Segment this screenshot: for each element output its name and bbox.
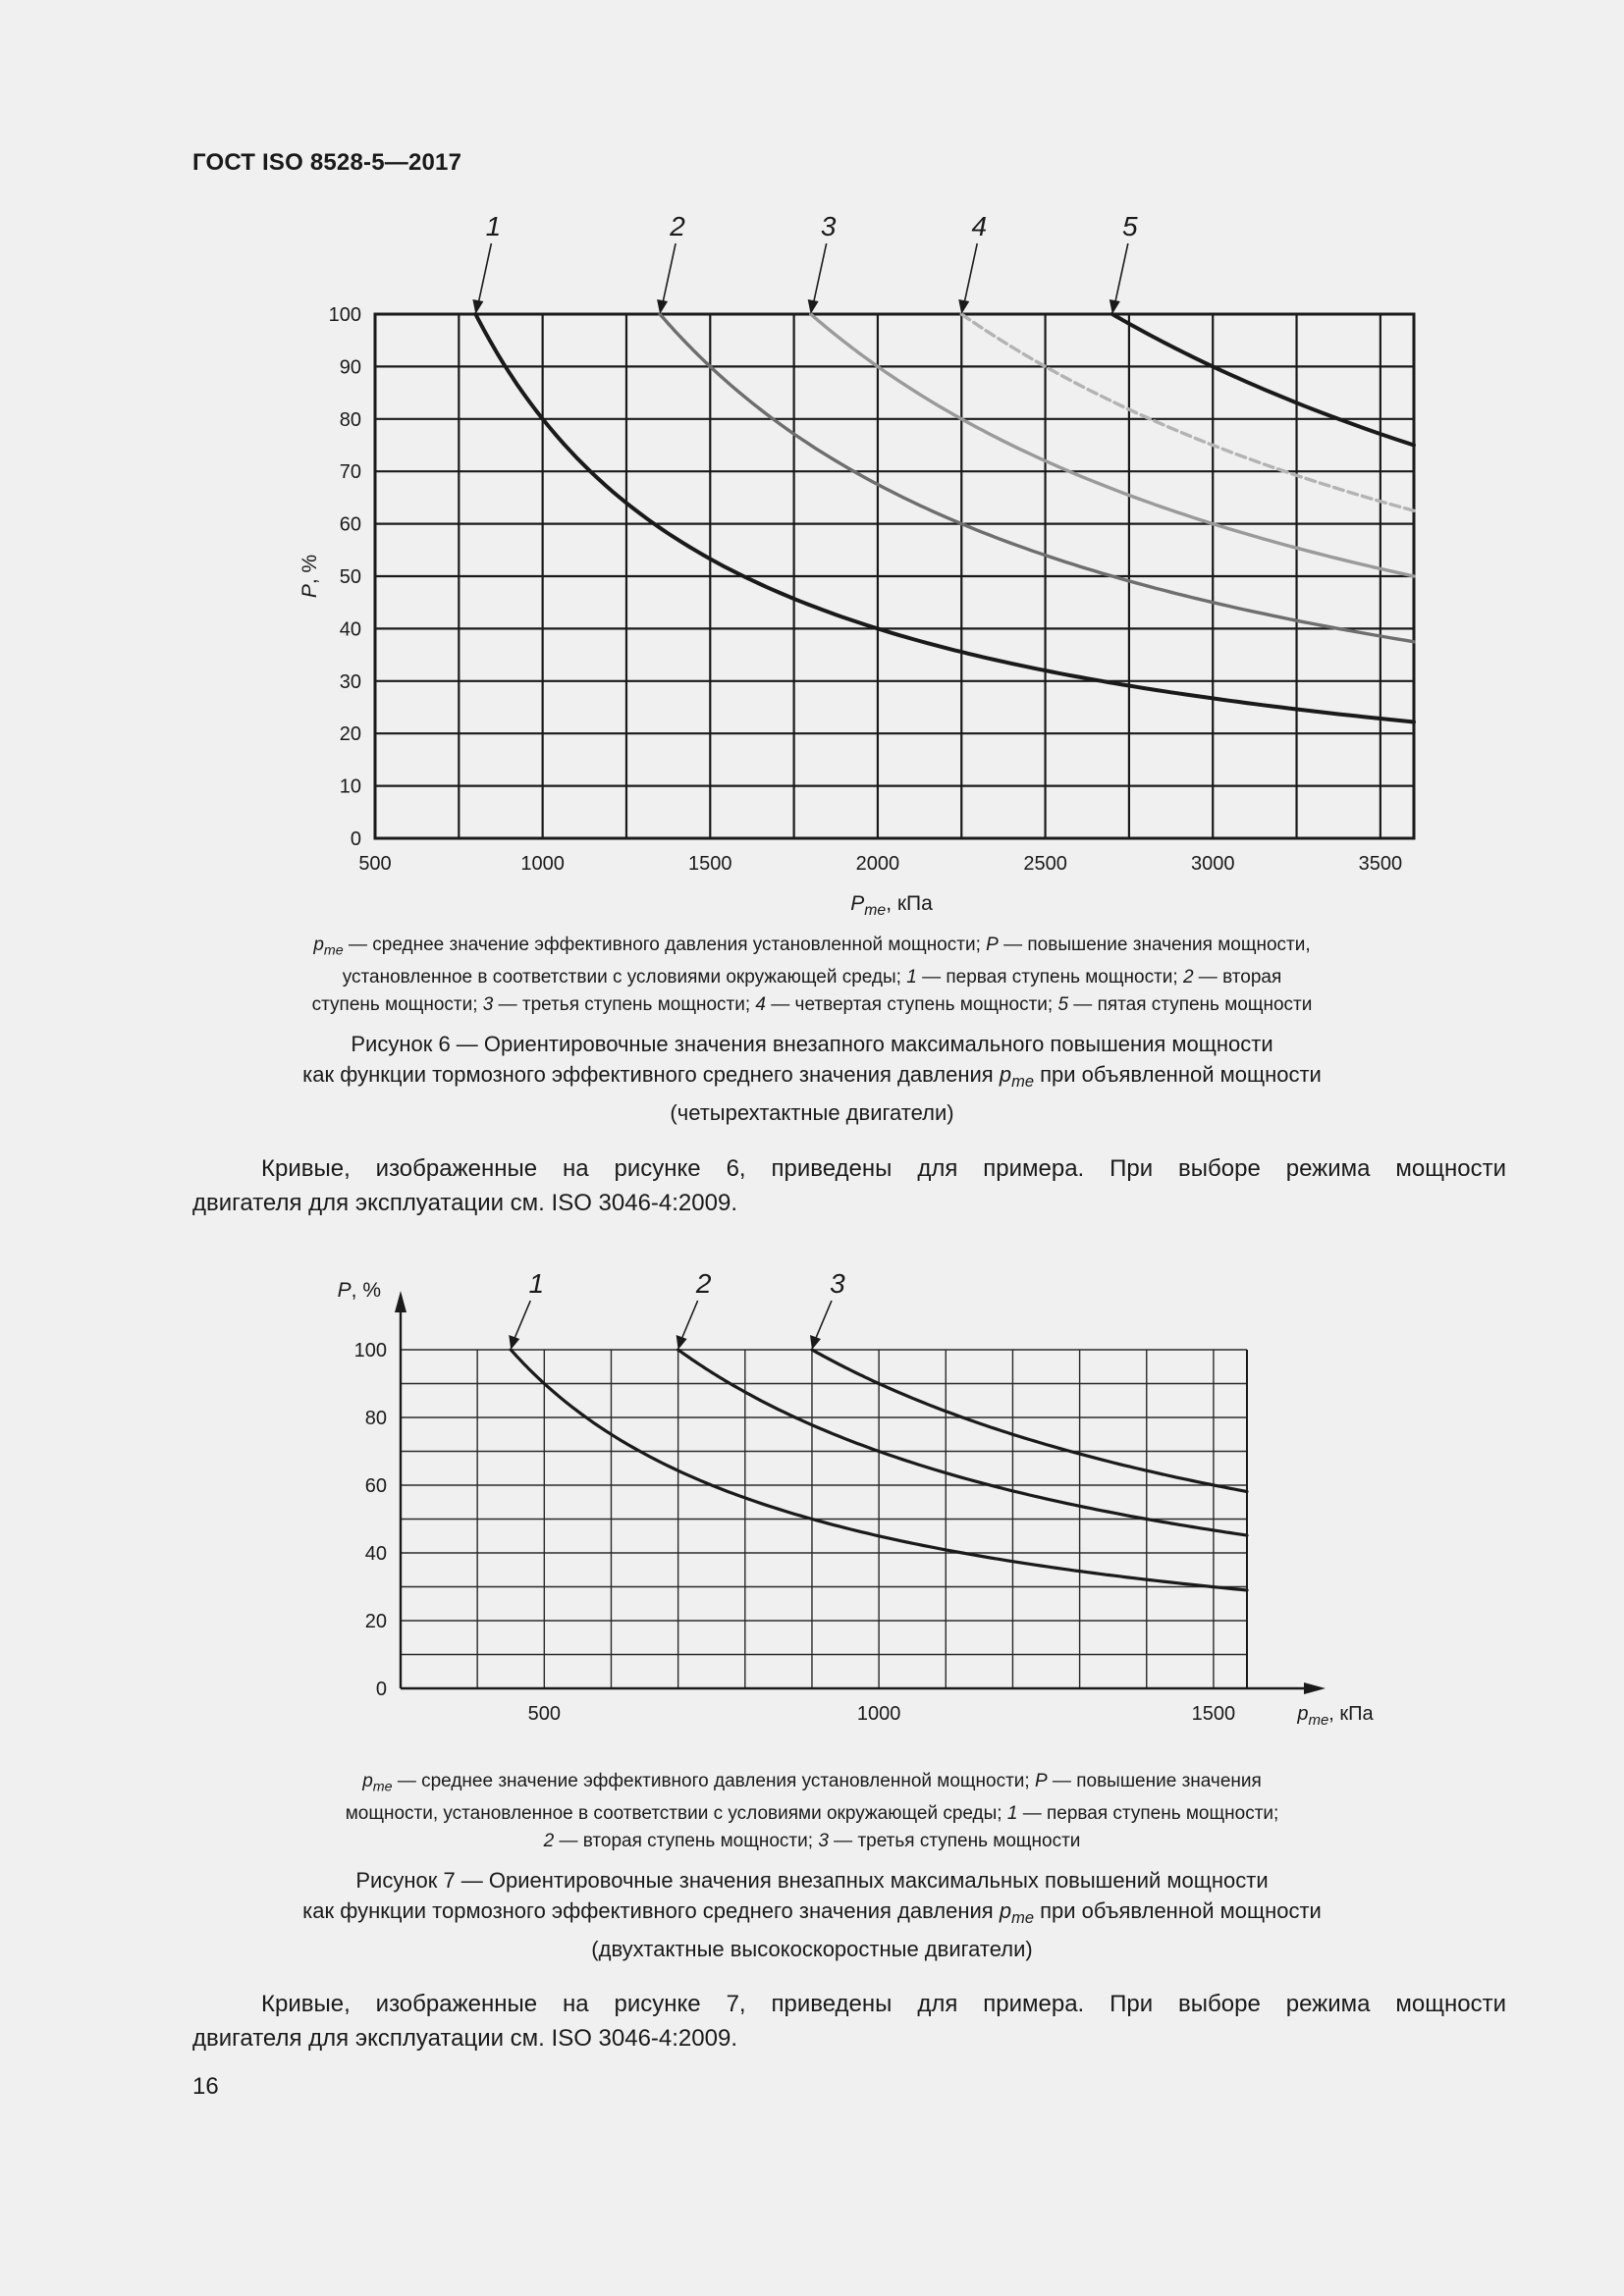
figure-7-caption <box>192 1865 1432 1964</box>
series-3-label: 3 <box>820 211 837 241</box>
series-1-pointer <box>514 1301 530 1338</box>
legend-line: $p_{me}$ — среднее значение эффективного давления установленной мощности; P — повышение значения мощности, <box>313 934 1311 959</box>
series-4-label: 4 <box>971 211 988 241</box>
x-tick-label: 1500 <box>688 853 732 875</box>
legend-line: установленное в соответствии с условиями окружающей среды; 1 — первая ступень мощности; 2 — вторая <box>342 967 1282 988</box>
legend-line: 2 — вторая ступень мощности; 3 — третья ступень мощности <box>543 1831 1081 1852</box>
y-axis-label: P, % <box>298 554 321 599</box>
y-tick-label: 40 <box>339 618 361 641</box>
caption-line: как функции тормозного эффективного среднего значения давления $p_{me}$ при объявленной мощности <box>302 1898 1322 1927</box>
y-tick-label: 20 <box>364 1611 387 1632</box>
figure-7-legend <box>192 1768 1432 1855</box>
y-tick-label: 60 <box>339 513 361 536</box>
y-axis-label: P, % <box>337 1279 381 1302</box>
series-1-label: 1 <box>528 1268 545 1299</box>
caption-line: (двухтактные высокоскоростные двигатели) <box>591 1936 1033 1961</box>
y-tick-label: 100 <box>328 304 361 326</box>
series-3-label: 3 <box>830 1268 845 1299</box>
series-2-pointer <box>682 1301 698 1338</box>
caption-line: Рисунок 6 — Ориентировочные значения внезапного максимального повышения мощности <box>351 1032 1273 1056</box>
series-3-line <box>812 1350 1247 1492</box>
y-tick-label: 20 <box>339 723 361 746</box>
y-tick-label: 40 <box>364 1543 387 1565</box>
series-1-label: 1 <box>485 211 502 241</box>
series-2-arrowhead <box>677 1335 687 1350</box>
series-1-arrowhead <box>509 1335 519 1350</box>
y-tick-label: 0 <box>350 828 361 850</box>
series-2-label: 2 <box>670 211 685 241</box>
paragraph-2 <box>192 1987 1506 2056</box>
x-axis-arrow <box>1304 1682 1326 1694</box>
series-5-label: 5 <box>1122 211 1138 241</box>
x-axis-label: $P_{me}$, кПа <box>850 892 933 919</box>
y-tick-label: 50 <box>339 566 361 588</box>
caption-line: как функции тормозного эффективного среднего значения давления $p_{me}$ при объявленной мощности <box>302 1062 1322 1091</box>
paragraph-2-line-1: Кривые, изображенные на рисунке 7, приведены для примера. При выборе режима мощности <box>261 1991 1506 2017</box>
y-tick-label: 30 <box>339 670 361 693</box>
page-number: 16 <box>192 2073 219 2100</box>
legend-line: мощности, установленное в соответствии с условиями окружающей среды; 1 — первая ступень мощности; <box>345 1803 1279 1825</box>
series-2-line <box>678 1350 1247 1535</box>
y-tick-label: 60 <box>364 1475 387 1497</box>
x-tick-label: 500 <box>358 853 392 875</box>
caption-line: Рисунок 7 — Ориентировочные значения внезапных максимальных повышений мощности <box>355 1868 1269 1893</box>
series-3-pointer <box>816 1301 832 1338</box>
y-tick-label: 80 <box>339 408 361 431</box>
paragraph-2-line-2: двигателя для эксплуатации см. ISO 3046-4:2009. <box>192 2025 737 2052</box>
x-tick-label: 3000 <box>1190 853 1235 875</box>
x-tick-label: 2500 <box>1023 853 1067 875</box>
y-tick-label: 10 <box>339 775 361 798</box>
x-axis-label: $p_{me}$, кПа <box>1297 1703 1374 1729</box>
series-2-label: 2 <box>695 1268 712 1299</box>
y-tick-label: 100 <box>353 1340 387 1362</box>
series-3-arrowhead <box>810 1335 821 1350</box>
x-tick-label: 1000 <box>520 853 565 875</box>
document-header: ГОСТ ISO 8528-5—2017 <box>192 149 462 176</box>
paragraph-1-line-2: двигателя для эксплуатации см. ISO 3046-4:2009. <box>192 1190 737 1216</box>
y-axis-arrow <box>395 1291 406 1312</box>
y-tick-label: 90 <box>339 356 361 379</box>
paragraph-1-line-1: Кривые, изображенные на рисунке 6, приведены для примера. При выборе режима мощности <box>261 1155 1506 1182</box>
x-tick-label: 1000 <box>856 1703 901 1725</box>
legend-line: $p_{me}$ — среднее значение эффективного давления установленной мощности; P — повышение значения <box>362 1771 1262 1795</box>
legend-line: ступень мощности; 3 — третья ступень мощности; 4 — четвертая ступень мощности; 5 — пятая ступень мощности <box>311 994 1313 1016</box>
y-tick-label: 80 <box>364 1408 387 1429</box>
x-tick-label: 1500 <box>1191 1703 1236 1725</box>
x-tick-label: 2000 <box>855 853 900 875</box>
caption-line: (четырехтактные двигатели) <box>670 1099 954 1125</box>
y-tick-label: 70 <box>339 461 361 484</box>
x-tick-label: 3500 <box>1358 853 1403 875</box>
y-tick-label: 0 <box>375 1679 387 1700</box>
x-tick-label: 500 <box>527 1703 562 1725</box>
